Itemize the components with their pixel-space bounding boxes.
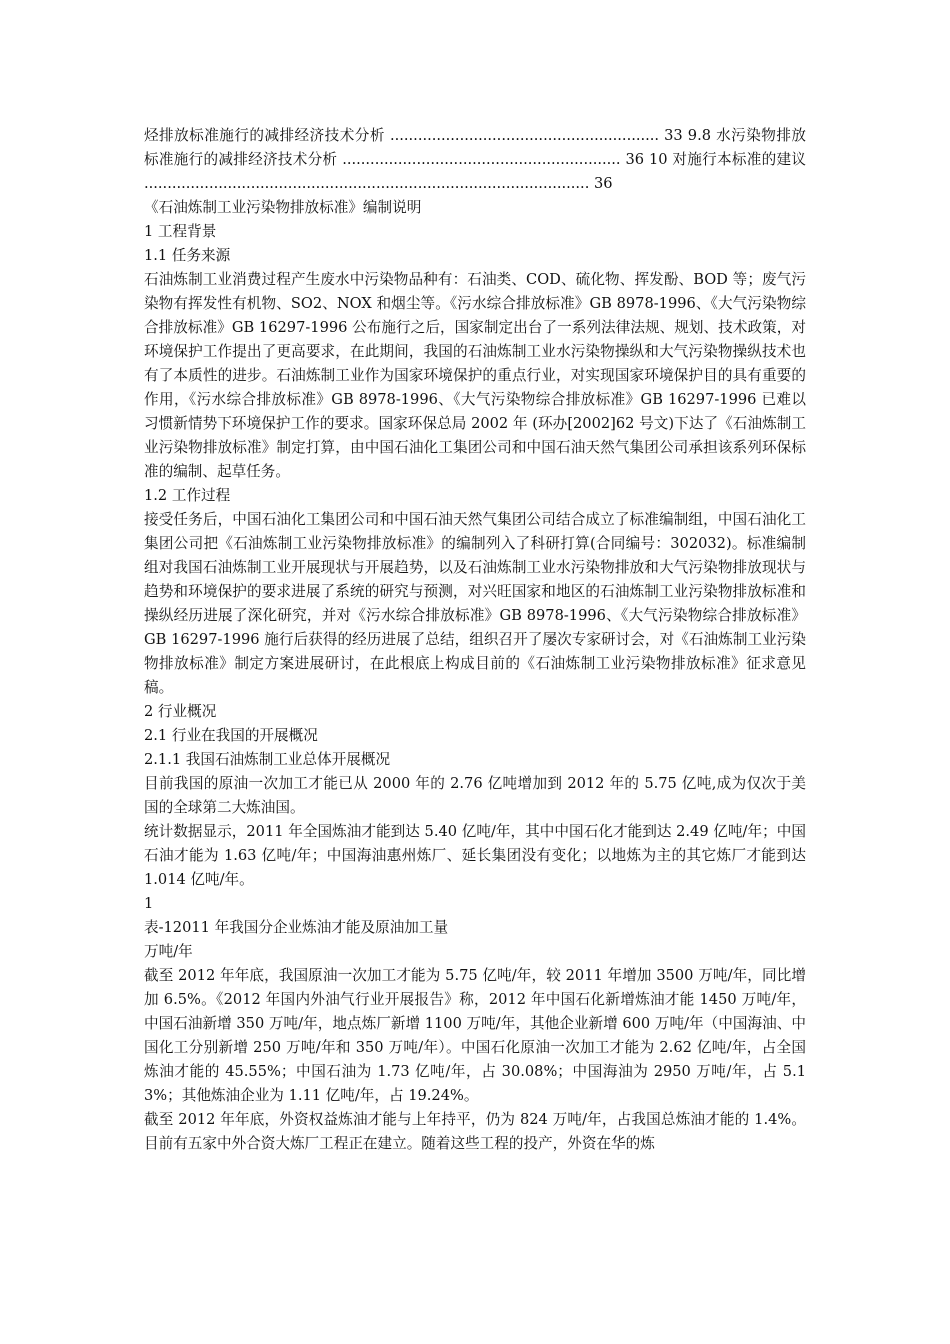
section-heading-1-1: 1.1 任务来源 — [144, 247, 231, 264]
section-heading-2: 2 行业概况 — [144, 703, 217, 720]
document-page — [144, 124, 806, 1156]
paragraph-task-source: 石油炼制工业消费过程产生废水中污染物品种有：石油类、COD、硫化物、挥发酚、BOD 等；废气污染物有挥发性有机物、SO2、NOX 和烟尘等。《污水综合排放标准》GB 8978-1996、《大气污染物综合排放标准》GB 16297-1996 公布施行之后，国家制定出台了一系列法律法规、规划、技术政策，对环境保护工作提出了更高要求，在此期间，我国的石油炼制工业水污染物操纵和大气污染物操纵技术也有了本质性的进步。石油炼制工业作为国家环境保护的重点行业，对实现国家环境保护目的具有重要的作用，《污水综合排放标准》GB 8978-1996、《大气污染物综合排放标准》GB 16297-1996 已难以习惯新情势下环境保护工作的要求。国家环保总局 2002 年 (环办[2002]62 号文)下达了《石油炼制工业污染物排放标准》制定打算，由中国石油化工集团公司和中国石油天然气集团公司承担该系列环保标准的编制、起草任务。 — [144, 271, 806, 480]
paragraph-2011-statistics: 统计数据显示，2011 年全国炼油才能到达 5.40 亿吨/年，其中中国石化才能到达 2.49 亿吨/年；中国石油才能为 1.63 亿吨/年；中国海油惠州炼厂、延长集团没有变化；以地炼为主的其它炼厂才能到达 1.014 亿吨/年。 — [144, 823, 806, 888]
paragraph-2012-capacity: 截至 2012 年年底，我国原油一次加工才能为 5.75 亿吨/年，较 2011 年增加 3500 万吨/年，同比增加 6.5%。《2012 年国内外油气行业开展报告》称，2012 年中国石化新增炼油才能 1450 万吨/年，中国石油新增 350 万吨/年，地点炼厂新增 1100 万吨/年，其他企业新增 600 万吨/年（中国海油、中国化工分别新增 250 万吨/年和 350 万吨/年）。中国石化原油一次加工才能为 2.62 亿吨/年，占全国炼油才能的 45.55%；中国石油为 1.73 亿吨/年，占 30.08%；中国海油为 2950 万吨/年，占 5.13%；其他炼油企业为 1.11 亿吨/年，占 19.24%。 — [144, 967, 806, 1104]
paragraph-2012-foreign: 截至 2012 年年底，外资权益炼油才能与上年持平，仍为 824 万吨/年，占我国总炼油才能的 1.4%。目前有五家中外合资大炼厂工程正在建立。随着这些工程的投产，外资在华的炼 — [144, 1111, 806, 1152]
table-unit: 万吨/年 — [144, 943, 193, 960]
toc-continuation: 烃排放标准施行的减排经济技术分析 .......................................................... 33 9.8 水污染物排放标准施行的减排经济技术分析 ............................................................ 36 10 对施行本标准的建议 ................................................................................................ 36 — [144, 127, 806, 192]
section-heading-1: 1 工程背景 — [144, 223, 217, 240]
section-heading-2-1-1: 2.1.1 我国石油炼制工业总体开展概况 — [144, 751, 391, 768]
paragraph-work-process: 接受任务后，中国石油化工集团公司和中国石油天然气集团公司结合成立了标准编制组，中国石油化工集团公司把《石油炼制工业污染物排放标准》的编制列入了科研打算(合同编号：302032)。标准编制组对我国石油炼制工业开展现状与开展趋势，以及石油炼制工业水污染物排放和大气污染物排放现状与趋势和环境保护的要求进展了系统的研究与预测，对兴旺国家和地区的石油炼制工业污染物排放标准和操纵经历进展了深化研究，并对《污水综合排放标准》GB 8978-1996、《大气污染物综合排放标准》GB 16297-1996 施行后获得的经历进展了总结，组织召开了屡次专家研讨会，对《石油炼制工业污染物排放标准》制定方案进展研讨，在此根底上构成目前的《石油炼制工业污染物排放标准》征求意见稿。 — [144, 511, 806, 696]
document-title: 《石油炼制工业污染物排放标准》编制说明 — [144, 199, 422, 216]
paragraph-capacity-growth: 目前我国的原油一次加工才能已从 2000 年的 2.76 亿吨增加到 2012 年的 5.75 亿吨,成为仅次于美国的全球第二大炼油国。 — [144, 775, 806, 816]
table-caption: 表-12011 年我国分企业炼油才能及原油加工量 — [144, 919, 449, 936]
section-heading-1-2: 1.2 工作过程 — [144, 487, 231, 504]
section-heading-2-1: 2.1 行业在我国的开展概况 — [144, 727, 318, 744]
page-number: 1 — [144, 895, 154, 912]
